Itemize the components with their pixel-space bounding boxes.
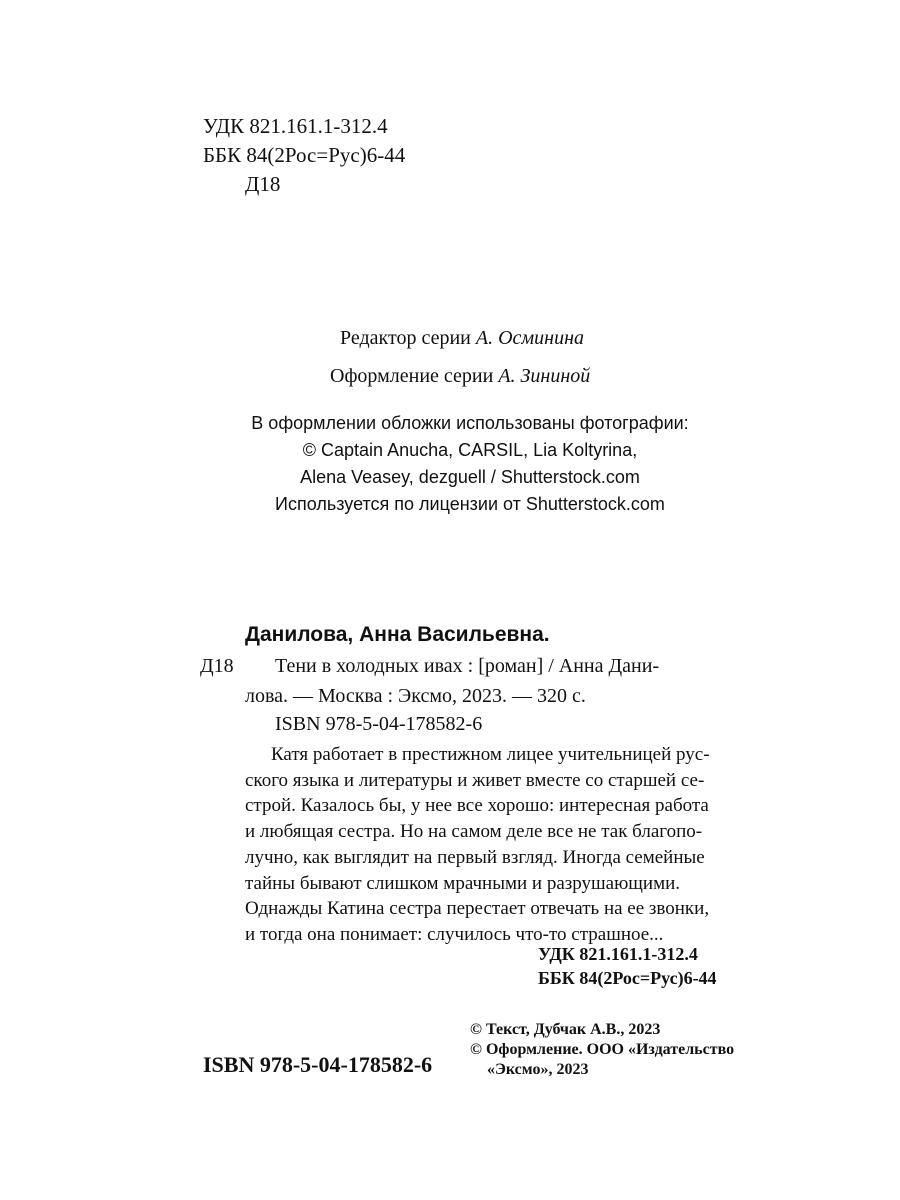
annotation-line: Однажды Катина сестра перестает отвечать на ее звонки, bbox=[245, 898, 710, 920]
bottom-classification bbox=[538, 942, 717, 990]
series-editor-label: Редактор серии bbox=[340, 327, 471, 349]
series-design-credit bbox=[330, 365, 590, 388]
annotation-line: и тогда она понимает: случилось что-то страшное... bbox=[245, 923, 664, 945]
top-udk: УДК 821.161.1-312.4 bbox=[203, 114, 388, 138]
biblio-description-line: Тени в холодных ивах : [роман] / Анна Дани- bbox=[275, 655, 660, 677]
annotation-line: лучно, как выглядит на первый взгляд. Иногда семейные bbox=[245, 846, 705, 868]
copyright-line: © Оформление. ООО «Издательство bbox=[470, 1041, 735, 1058]
bottom-bbk: ББК 84(2Рос=Рус)6-44 bbox=[538, 968, 717, 988]
copyright-line: © Текст, Дубчак А.В., 2023 bbox=[470, 1021, 661, 1038]
footer-isbn: ISBN 978-5-04-178582-6 bbox=[203, 1052, 433, 1077]
author-heading: Данилова, Анна Васильевна. bbox=[245, 623, 550, 646]
photo-credit-line: © Captain Anucha, CARSIL, Lia Koltyrina, bbox=[302, 440, 638, 460]
photo-credit-line: В оформлении обложки использованы фотографии: bbox=[251, 413, 689, 433]
top-author-mark: Д18 bbox=[245, 172, 281, 196]
top-bbk: ББК 84(2Рос=Рус)6-44 bbox=[203, 143, 406, 167]
biblio-isbn: ISBN 978-5-04-178582-6 bbox=[275, 713, 483, 735]
photo-credit-line: Используется по лицензии от Shutterstock.com bbox=[275, 494, 665, 514]
biblio-mark: Д18 bbox=[200, 655, 234, 677]
copyright-block bbox=[470, 1020, 734, 1080]
annotation-line: тайны бывают слишком мрачными и разрушающими. bbox=[245, 872, 681, 894]
biblio-description-line: лова. — Москва : Эксмо, 2023. — 320 с. bbox=[245, 685, 586, 707]
annotation-line: строй. Казалось бы, у нее все хорошо: интересная работа bbox=[245, 795, 709, 817]
series-editor-name: А. Осминина bbox=[475, 327, 585, 349]
bottom-udk: УДК 821.161.1-312.4 bbox=[538, 944, 698, 964]
annotation-line: и любящая сестра. Но на самом деле все не так благопо- bbox=[245, 821, 703, 843]
annotation-line: ского языка и литературы и живет вместе со старшей се- bbox=[245, 769, 705, 791]
top-classification bbox=[203, 112, 405, 199]
photo-credit-line: Alena Veasey, dezguell / Shutterstock.com bbox=[300, 467, 640, 487]
series-design-name: А. Зининой bbox=[498, 365, 591, 387]
copyright-line: «Эксмо», 2023 bbox=[487, 1061, 589, 1078]
photo-credits bbox=[170, 410, 770, 518]
annotation bbox=[245, 742, 755, 948]
series-editor-credit bbox=[340, 327, 584, 350]
series-design-label: Оформление серии bbox=[330, 365, 494, 387]
annotation-line: Катя работает в престижном лицее учительницей рус- bbox=[271, 744, 710, 765]
